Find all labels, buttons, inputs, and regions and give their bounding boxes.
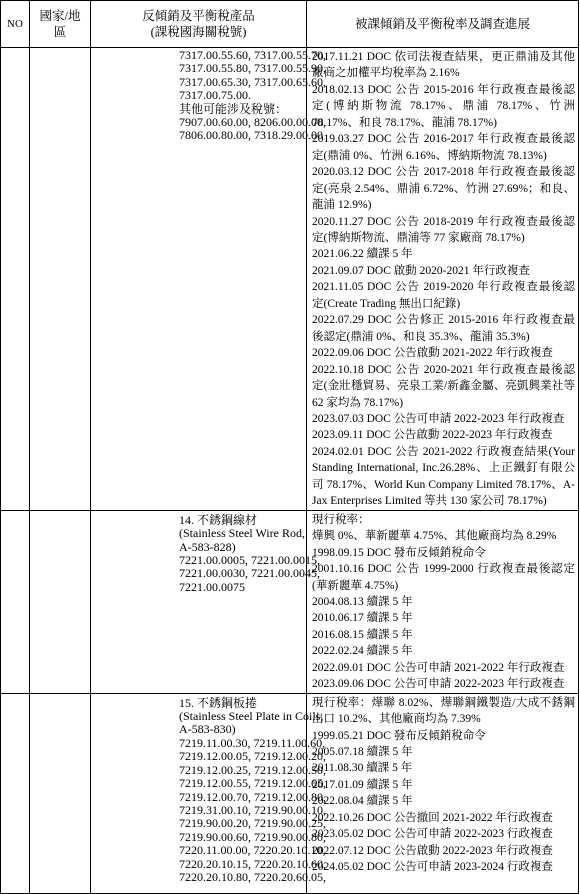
product-cell [91,48,326,511]
product-line: 7221.00.0005, 7221.00.0015, [179,552,320,567]
country-cell [30,48,91,511]
progress-entry: 1999.05.21 DOC 發布反傾銷稅命令 [312,729,486,742]
country-cell [30,693,91,893]
table-row [1,693,579,893]
progress-entry: 2023.07.03 DOC 公告可申請 2022-2023 年行政複查 [312,412,565,425]
header-country [30,1,91,48]
product-line: 7219.90.00.60, 7219.90.00.80, [179,829,326,844]
product-line: 7219.12.00.25, 7219.12.00.50, [179,762,326,777]
product-line: 7219.12.00.05, 7219.12.00.20, [179,749,326,764]
product-line: 7317.00.65.30, 7317.00.65.60, [179,74,326,89]
progress-entry: 2017.11.21 DOC 依司法複查結果，更正鼎浦及其他廠商之加權平均稅率為 2.16% [312,51,575,80]
progress-entry: 2023.05.02 DOC 公告可申請 2022-2023 行政複查 [312,828,553,841]
progress-entry: 2021.11.05 DOC 公告 2019-2020 年行政複查最後認定(Create Trading 無出口紀錄) [312,281,575,310]
product-line: 7219.11.00.30, 7219.11.00.60, [179,735,326,750]
no-cell [1,693,30,893]
table-row [1,48,579,511]
header-no: NO [1,1,30,48]
product-cell [91,510,320,693]
progress-entry: 2011.08.30 續課 5 年 [312,762,413,775]
progress-entry: 2001.10.16 DOC 公告 1999-2000 行政複查最後認定(華新麗華 4.75%) [312,563,575,592]
header-product-line1: 反傾銷及平衡稅產品 [142,9,255,23]
progress-entry: 2024.02.01 DOC 公告 2021-2022 行政複查結果(Your Standing International, Inc.26.28%、上正鐵釘有限公司 78.17%、World Kun Company Limited 78.17%、A-Jax Enterprises Limited 等共 130 家公司 78.17%) [312,445,575,508]
header-row [1,1,579,48]
header-product [91,1,307,48]
product-line: 14. 不銹鋼線材 [179,512,258,527]
progress-entry: 2023.09.11 DOC 公告啟動 2022-2023 年行政複查 [312,429,553,442]
product-cell [91,693,326,893]
product-line: A-583-830) [179,722,236,737]
product-line: 7221.00.0030, 7221.00.0045, [179,566,320,581]
product-line: 7219.12.00.55, 7219.12.00.65, [179,776,326,791]
product-line: 7219.90.00.20, 7219.90.00.25, [179,816,326,831]
country-cell [30,510,91,693]
progress-entry: 2018.02.13 DOC 公告 2015-2016 年行政複查最後認定(博納斯物流 78.17%、鼎浦 78.17%、竹洲 78.17%、和良 78.17%、龍浦 78.17%) [312,83,575,129]
product-line: 7219.12.00.70, 7219.12.00.80, [179,789,326,804]
header-progress: 被課傾銷及平衡稅率及調查進展 [307,1,579,48]
progress-entry: 2021.06.22 續課 5 年 [312,248,413,261]
product-line: 7220.20.10.15, 7220.20.10.60, [179,856,326,871]
progress-entry: 2022.09.01 DOC 公告可申請 2021-2022 年行政複查 [312,661,565,674]
header-country-line2: 區 [53,25,67,39]
progress-entry: 燁興 0%、華新麗華 4.75%、其他廠商均為 8.29% [312,530,557,543]
progress-entry: 2022.07.29 DOC 公告修正 2015-2016 年行政複查最後認定(鼎浦 0%、和良 35.3%、龍浦 35.3%) [312,314,575,343]
progress-entry: 現行稅率： [312,513,370,526]
product-line: 7806.00.80.00, 7318.29.00.00 [179,128,323,143]
progress-entry: 2017.01.09 續課 5 年 [312,778,413,791]
table-row [1,510,579,693]
progress-entry: 2016.08.15 續課 5 年 [312,628,413,641]
progress-entry: 1998.09.15 DOC 發布反傾銷稅命令 [312,546,486,559]
product-line: 7317.00.75.00. [179,88,251,103]
product-line: 7221.00.0075 [179,579,245,594]
progress-entry: 2024.05.02 DOC 公告可申請 2023-2024 行政複查 [312,861,553,874]
progress-entry: 2022.10.26 DOC 公告撤回 2021-2022 年行政複查 [312,811,553,824]
no-cell [1,510,30,693]
product-line: 7220.20.10.80, 7220.20.60.05, [179,869,326,884]
product-line: (Stainless Steel Wire Rod, [179,526,305,541]
product-line: A-583-828) [179,539,236,554]
progress-entry: 2022.10.18 DOC 公告 2020-2021 年行政複查最後認定(金壯穩貿易、亮泉工業/新鑫金屬、亮凱興業社等 62 家均為 78.17%) [312,363,575,409]
header-product-line2: (課稅國海關稅號) [150,25,247,39]
product-line: 7317.00.55.60, 7317.00.55.70, [179,48,326,62]
progress-entry: 2019.03.27 DOC 公告 2016-2017 年行政複查最後認定(鼎浦 0%、竹洲 6.16%、博納斯物流 78.13%) [312,133,575,162]
progress-entry: 2022.07.12 DOC 公告啟動 2022-2023 年行政複查 [312,844,553,857]
progress-cell [307,48,579,511]
product-line: 7317.00.55.80, 7317.00.55.90, [179,61,326,76]
progress-entry: 2023.09.06 DOC 公告可申請 2022-2023 年行政複查 [312,678,565,691]
progress-entry: 2021.09.07 DOC 啟動 2020-2021 年行政複查 [312,264,530,277]
progress-entry: 2020.03.12 DOC 公告 2017-2018 年行政複查最後認定(亮泉 2.54%、鼎浦 6.72%、竹洲 27.69%；和良、龍浦 12.9%) [312,166,575,212]
progress-entry: 2004.08.13 續課 5 年 [312,595,413,608]
progress-entry: 2010.06.17 續課 5 年 [312,612,413,625]
product-line: 7220.11.00.00, 7220.20.10.10, [179,843,326,858]
no-cell [1,48,30,511]
progress-entry: 2022.08.04 續課 5 年 [312,795,413,808]
header-country-line1: 國家/地 [39,9,81,23]
product-line: 7219.31.00.10, 7219.90.00.10, [179,802,326,817]
progress-cell [307,693,579,893]
progress-entry: 2020.11.27 DOC 公告 2018-2019 年行政複查最後認定(博納斯物流、鼎浦等 77 家廠商 78.17%) [312,215,575,244]
product-line: (Stainless Steel Plate in Coils, [179,709,324,724]
product-line: 15. 不銹鋼板捲 [179,695,258,710]
progress-entry: 現行稅率：燁聯 8.02%、燁聯鋼鐵製造/大成不銹鋼出口 10.2%、其他廠商均為 7.39% [312,696,575,726]
product-line: 7907.00.60.00, 8206.00.00.00, [179,115,326,130]
progress-entry: 2022.02.24 續課 5 年 [312,645,413,658]
progress-entry: 2005.07.18 續課 5 年 [312,746,413,759]
progress-entry: 2022.09.06 DOC 公告啟動 2021-2022 年行政複查 [312,347,553,360]
progress-cell [307,510,579,693]
product-line: 其他可能涉及稅號： [179,101,288,116]
